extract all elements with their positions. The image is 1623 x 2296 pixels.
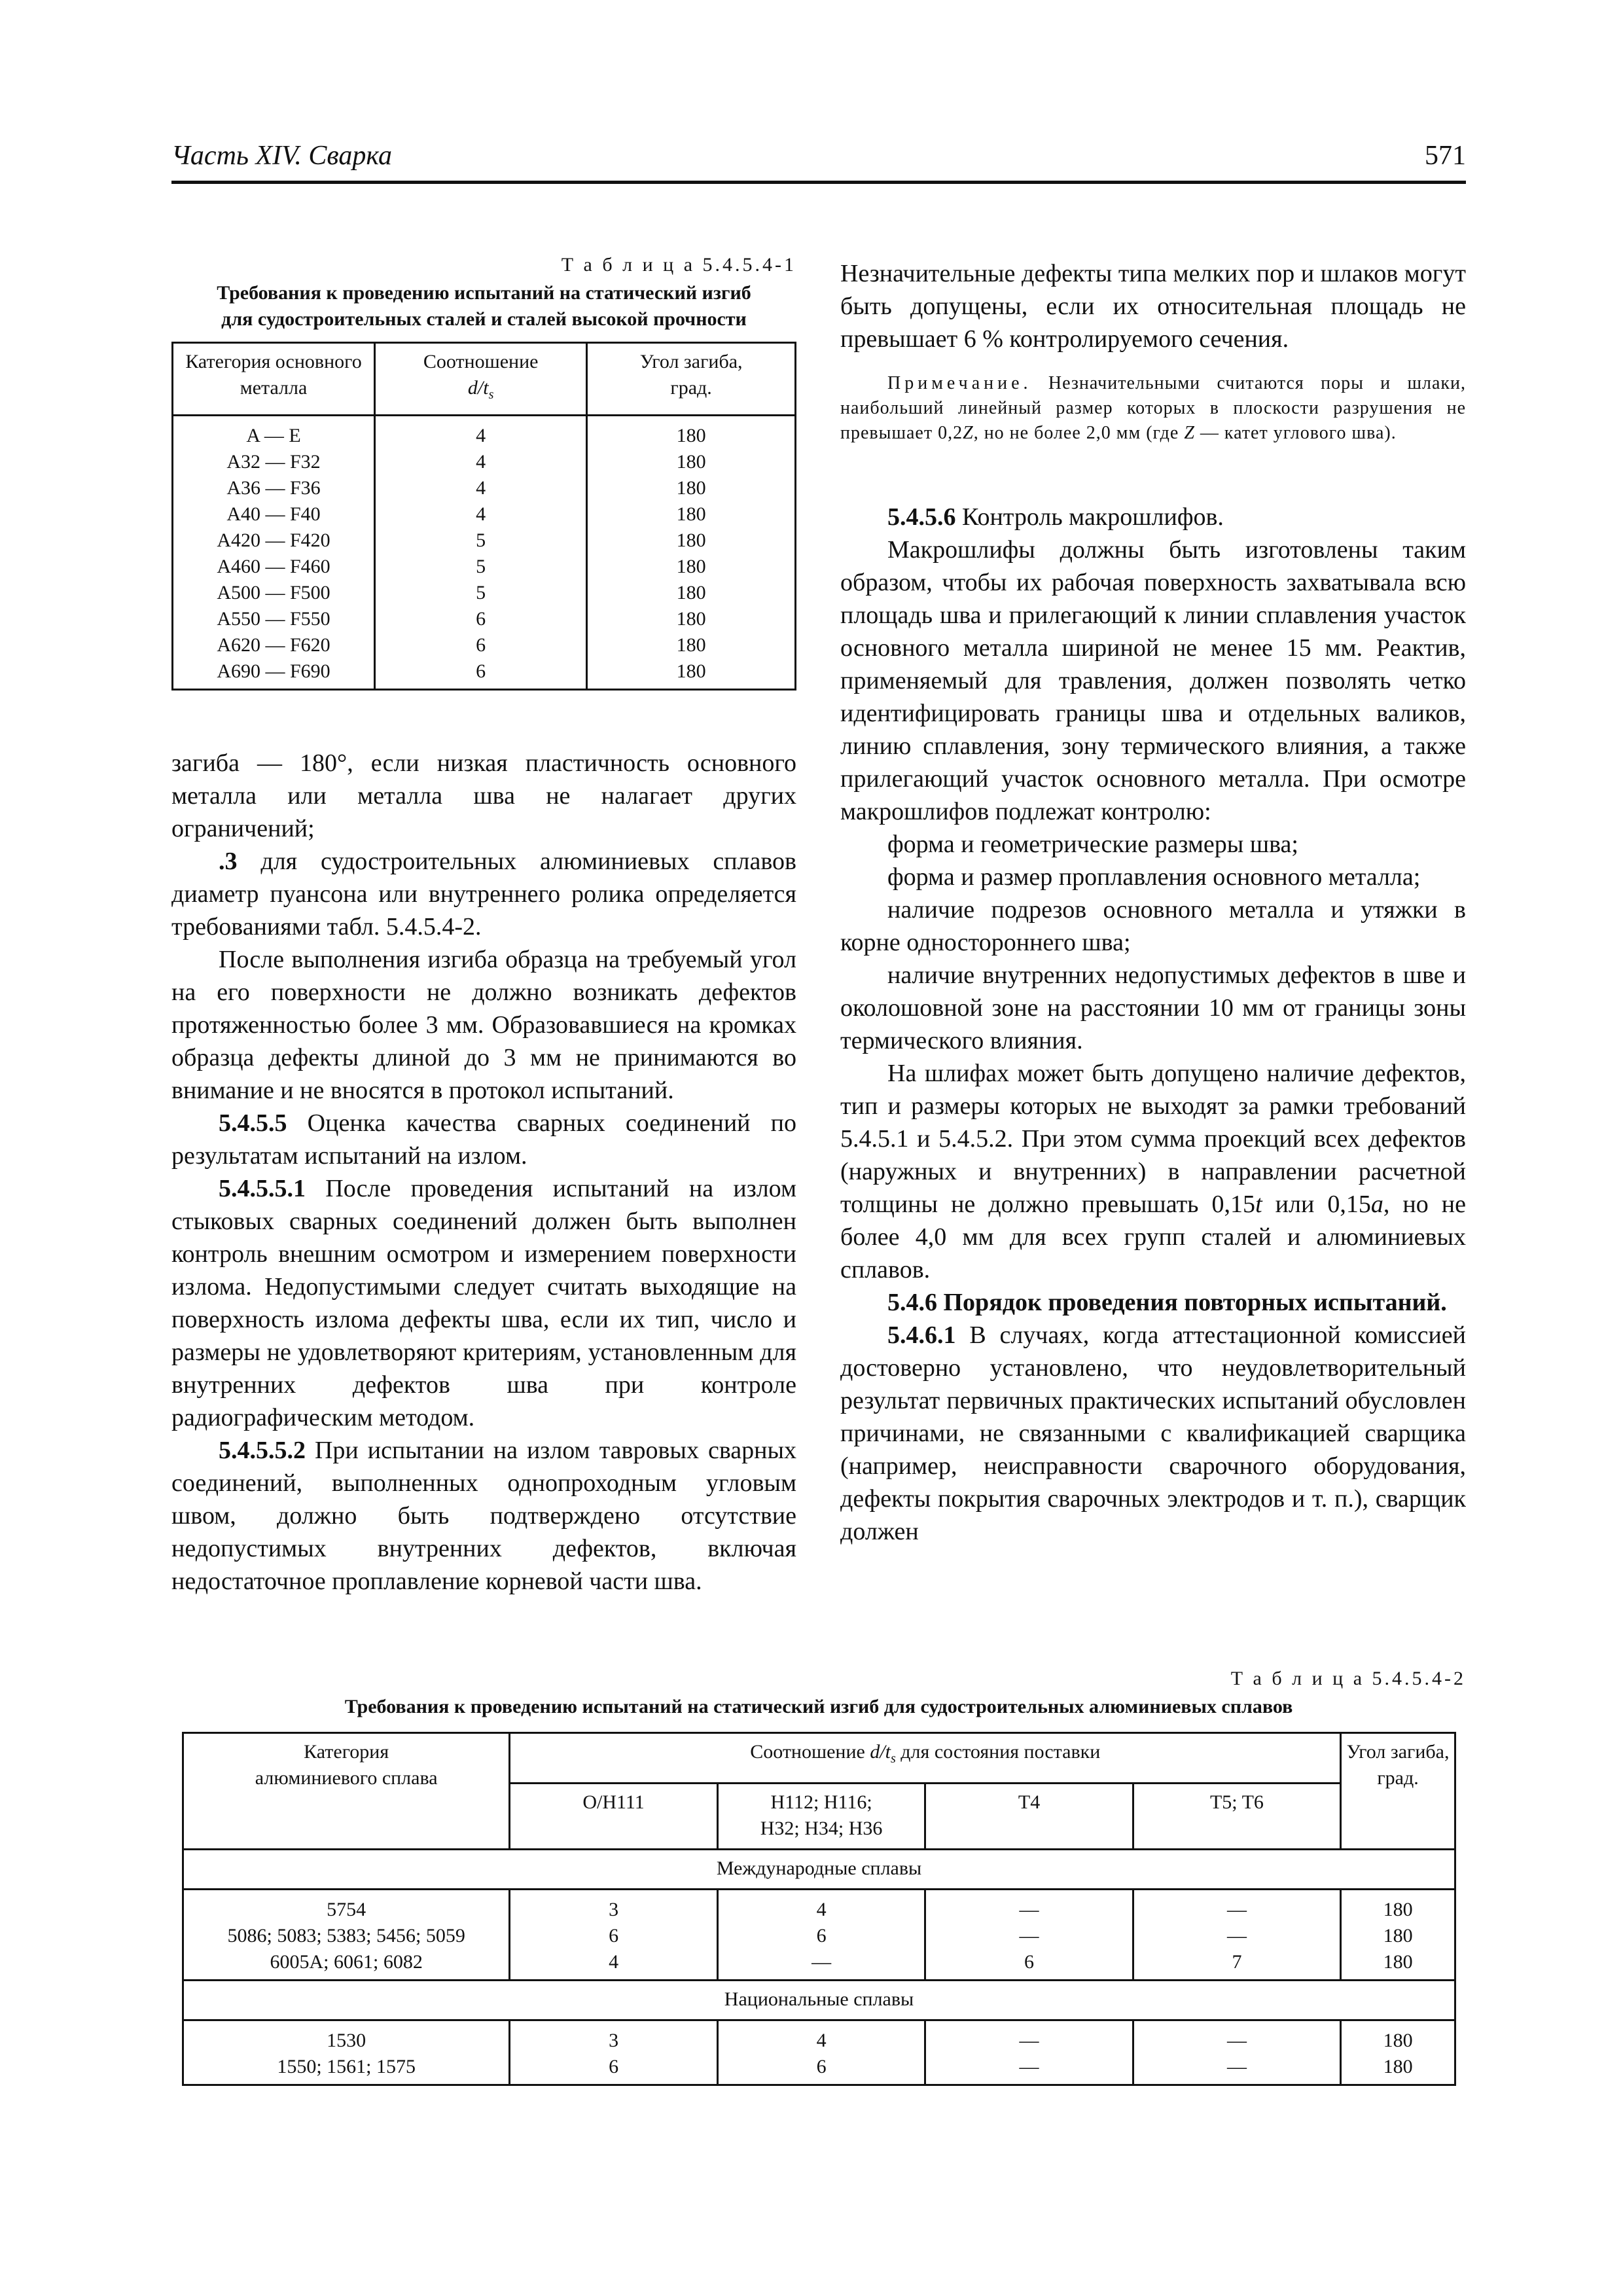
table-cell: 180 180 180 [1341,1890,1455,1981]
table-cell: 180 [676,608,706,630]
table2-header-angle: Угол загиба, град. [1341,1733,1455,1850]
table-cell: 6 [476,660,486,682]
table2-header-c1: O/H111 [510,1784,718,1850]
note: Примечание. Незначительными считаются поры и шлаки, наибольший линейный размер которых в плоскости разрушения не превышает 0,2Z, но не более 2,0 мм (где Z — катет углового шва). [840,373,1466,443]
table-cell: 4 6 [717,2020,925,2085]
table-cell: — — 6 [925,1890,1133,1981]
table1-header-ratio: Соотношение $d/t_s$ [375,343,587,416]
table2-header-c3: T4 [925,1784,1133,1850]
paragraph: 5.4.5.5.2 При испытании на излом тавровых сварных соединений, выполненных однопроходным угловым швом, должно быть подтверждено отсутствие недопустимых внутренних дефектов, включая недостаточное проплавление корневой части шва. [171,1437,796,1595]
table-cell: 180 [676,503,706,525]
table-cell: 1530 1550; 1561; 1575 [183,2020,510,2085]
table2-header-c4: T5; T6 [1133,1784,1340,1850]
table-cell: 5 [476,529,486,551]
table-cell: — — [925,2020,1133,2085]
table-cell: 3 6 4 [510,1890,718,1981]
paragraph: 5.4.6.1 В случаях, когда аттестационной комиссией достоверно установлено, что неудовлетворительный результат первичных практических испытаний обусловлен причинами, не связанными с квалификацией сварщика (например, неисправности сварочного оборудования, дефекты покрытия сварочных электродов и т. п.), сварщик должен [840,1321,1466,1545]
table-cell: 180 [676,660,706,682]
table1-body [173,416,796,690]
table1-col-angle [587,416,796,690]
table2-header-ratio: Соотношение $d/t_s$ для состояния поставки [510,1733,1341,1784]
table-cell: 6 [476,608,486,630]
table-cell: 180 [676,451,706,473]
table1-header-category: Категория основного металла [173,343,375,416]
list-item: форма и размер проплавления основного металла; [887,863,1421,891]
table-cell: 4 6 — [717,1890,925,1981]
table-cell: 180 180 [1341,2020,1455,2085]
table-cell: 180 [676,634,706,656]
paragraph: Незначительные дефекты типа мелких пор и шлаков могут быть допущены, если их относительная площадь не превышает 6 % контролируемого сечения. [840,260,1466,353]
page-number: 571 [1425,141,1466,171]
table-cell: A — E [246,425,301,446]
table-cell: 3 6 [510,2020,718,2085]
table-cell: A40 — F40 [226,503,321,525]
table2-header-category: Категория алюминиевого сплава [183,1733,510,1850]
page-header [171,140,1466,184]
table1-header-angle: Угол загиба, град. [587,343,796,416]
table2-group-national: Национальные сплавы [183,1981,1455,2020]
table-cell: 180 [676,425,706,446]
table2-title: Требования к проведению испытаний на статический изгиб для судостроительных алюминиевых сплавов [344,1696,1293,1717]
table-cell: 180 [676,477,706,499]
section-heading: 5.4.6 Порядок проведения повторных испытаний. [887,1289,1447,1316]
table-cell: A32 — F32 [226,451,321,473]
running-title: Часть XIV. Сварка [171,141,392,171]
paragraph: 5.4.5.5 Оценка качества сварных соединений по результатам испытаний на излом. [171,1109,796,1170]
table-cell: 6 [476,634,486,656]
paragraph: 5.4.5.6 Контроль макрошлифов. [887,503,1224,531]
table-cell: 5 [476,582,486,603]
table2-header-c2: H112; H116; H32; H34; H36 [717,1784,925,1850]
table-cell: A36 — F36 [226,477,321,499]
paragraph: 5.4.5.5.1 После проведения испытаний на излом стыковых сварных соединений должен быть выполнен контроль внешним осмотром и измерением поверхности излома. Недопустимыми следует считать выходящие на поверхность излома дефекты шва, если их тип, число и размеры не удовлетворяют критериям, установленным для внутренних дефектов шва при контроле радиографическим методом. [171,1175,796,1431]
table-cell: 4 [476,425,486,446]
table-cell: 180 [676,529,706,551]
table-cell: 4 [476,503,486,525]
paragraph: .3 для судостроительных алюминиевых сплавов диаметр пуансона или внутреннего ролика определяется требованиями табл. 5.4.5.4-2. [171,848,796,941]
table-cell: 180 [676,582,706,603]
paragraph: Макрошлифы должны быть изготовлены таким образом, чтобы их рабочая поверхность захватывала всю площадь шва и прилегающий к линии сплавления участок основного металла шириной не менее 15 мм. Реактив, применяемый для травления, должен позволять четко идентифицировать границы шва и отдельных валиков, линию сплавления, зону термического влияния, а также прилегающий участок основного металла. При осмотре макрошлифов подлежат контролю: [840,536,1466,825]
table-cell: — — 7 [1133,1890,1340,1981]
paragraph: На шлифах может быть допущено наличие дефектов, тип и размеры которых не выходят за рамки требований 5.4.5.1 и 5.4.5.2. При этом сумма проекций всех дефектов (наружных и внутренних) в направлении расчетной толщины не должно превышать 0,15t или 0,15a, но не более 4,0 мм для всех групп сталей и алюминиевых сплавов. [840,1060,1466,1283]
table1-number: Т а б л и ц а 5.4.5.4-1 [561,254,796,276]
table2 [182,1732,1456,2086]
list-item: форма и геометрические размеры шва; [887,831,1298,858]
table1-header-row [173,343,796,416]
table2-number: Т а б л и ц а 5.4.5.4-2 [1230,1668,1466,1689]
list-item: наличие внутренних недопустимых дефектов в шве и околошовной зоне на расстоянии 10 мм от границы зоны термического влияния. [840,961,1466,1054]
right-column [840,257,1466,1548]
table2-group-international: Международные сплавы [183,1850,1455,1890]
table-cell: A500 — F500 [217,582,330,603]
table2-rows-international [183,1890,1455,1981]
table-cell: A620 — F620 [217,634,330,656]
paragraph: После выполнения изгиба образца на требуемый угол на его поверхности не должно возникать дефектов протяженностью более 3 мм. Образовавшиеся на кромках образца дефекты длиной до 3 мм не принимаются во внимание и не вносятся в протокол испытаний. [171,946,796,1104]
table-cell: A420 — F420 [217,529,330,551]
table1-col-category [173,416,375,690]
table-cell: A550 — F550 [217,608,330,630]
table-cell: 4 [476,451,486,473]
table1 [171,342,796,691]
table-cell: A690 — F690 [217,660,330,682]
table-cell: — — [1133,2020,1340,2085]
table-cell: 4 [476,477,486,499]
left-column [171,747,796,1598]
table-cell: 180 [676,556,706,577]
table-cell: A460 — F460 [217,556,330,577]
table1-col-ratio [375,416,587,690]
table2-rows-national [183,2020,1455,2085]
table-cell: 5754 5086; 5083; 5383; 5456; 5059 6005A; 6061; 6082 [183,1890,510,1981]
list-item: наличие подрезов основного металла и утяжки в корне одностороннего шва; [840,896,1466,956]
paragraph: загиба — 180°, если низкая пластичность основного металла или металла шва не налагает других ограничений; [171,749,796,842]
table-cell: 5 [476,556,486,577]
table1-title: Требования к проведению испытаний на статический изгиб для судостроительных сталей и сталей высокой прочности [217,282,751,330]
